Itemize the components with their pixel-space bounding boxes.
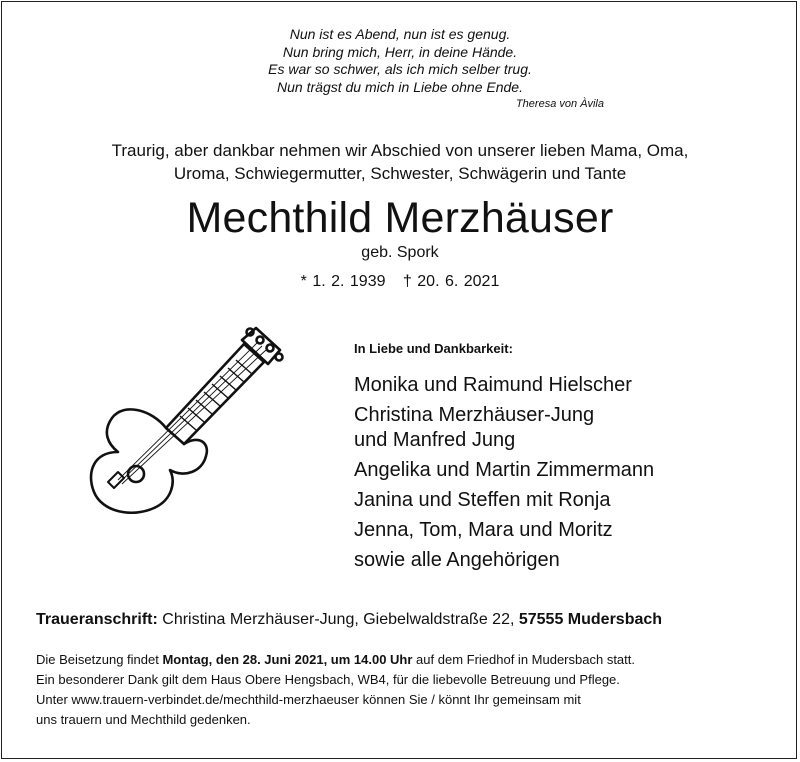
deceased-name: Mechthild Merzhäuser: [186, 194, 614, 242]
poem-line: Nun trägst du mich in Liebe ohne Ende.: [277, 78, 523, 95]
poem-line: Es war so schwer, als ich mich selber trug.: [268, 61, 532, 77]
thanks-line: Ein besonderer Dank gilt dem Haus Obere Hengsbach, WB4, für die liebevolle Betreuung und Pflege.: [36, 672, 620, 687]
mourner-entry: sowie alle Angehörigen: [354, 549, 560, 571]
mourner-entry: Christina Merzhäuser-Jung: [354, 404, 595, 426]
burial-info: [36, 650, 635, 670]
burial-date: Montag, den 28. Juni 2021, um 14.00 Uhr: [162, 652, 413, 667]
address-text: Christina Merzhäuser-Jung, Giebelwaldstraße 22,: [157, 611, 519, 628]
mourner-entry: Jenna, Tom, Mara und Moritz: [354, 519, 613, 541]
intro-line: Traurig, aber dankbar nehmen wir Abschied von unserer lieben Mama, Oma,: [111, 141, 689, 160]
death-date: † 20. 6. 2021: [402, 273, 500, 290]
poem-author: Theresa von Àvila: [515, 98, 604, 110]
mourners-heading: In Liebe und Dankbarkeit:: [354, 341, 513, 356]
mourner-entry: Monika und Raimund Hielscher: [354, 374, 632, 396]
guitar-icon: [84, 322, 284, 522]
intro-text: [0, 139, 800, 185]
online-line: Unter www.trauern-verbindet.de/mechthild-merzhaeuser können Sie / könnt Ihr gemeinsam mit: [36, 692, 581, 707]
mourner-entry: und Manfred Jung: [354, 429, 516, 451]
poem: [0, 26, 800, 96]
mourner-entry: Janina und Steffen mit Ronja: [354, 489, 611, 511]
burial-post: auf dem Friedhof in Mudersbach statt.: [412, 652, 635, 667]
birth-date: * 1. 2. 1939: [300, 273, 386, 290]
footer-text: [36, 650, 635, 730]
poem-line: Nun bring mich, Herr, in deine Hände.: [282, 43, 518, 60]
mourners-list: [354, 370, 654, 575]
burial-pre: Die Beisetzung findet: [36, 652, 163, 667]
online-line: uns trauern und Mechthild gedenken.: [36, 712, 251, 727]
address-label: Traueranschrift:: [36, 611, 158, 628]
maiden-name: geb. Spork: [361, 244, 439, 261]
address-city: 57555 Mudersbach: [518, 611, 663, 628]
life-dates: [0, 273, 800, 291]
condolence-address: [36, 611, 662, 629]
mourner-entry: Angelika und Martin Zimmermann: [354, 459, 655, 481]
intro-line: Uroma, Schwiegermutter, Schwester, Schwägerin und Tante: [173, 164, 627, 183]
poem-line: Nun ist es Abend, nun ist es genug.: [289, 26, 511, 42]
